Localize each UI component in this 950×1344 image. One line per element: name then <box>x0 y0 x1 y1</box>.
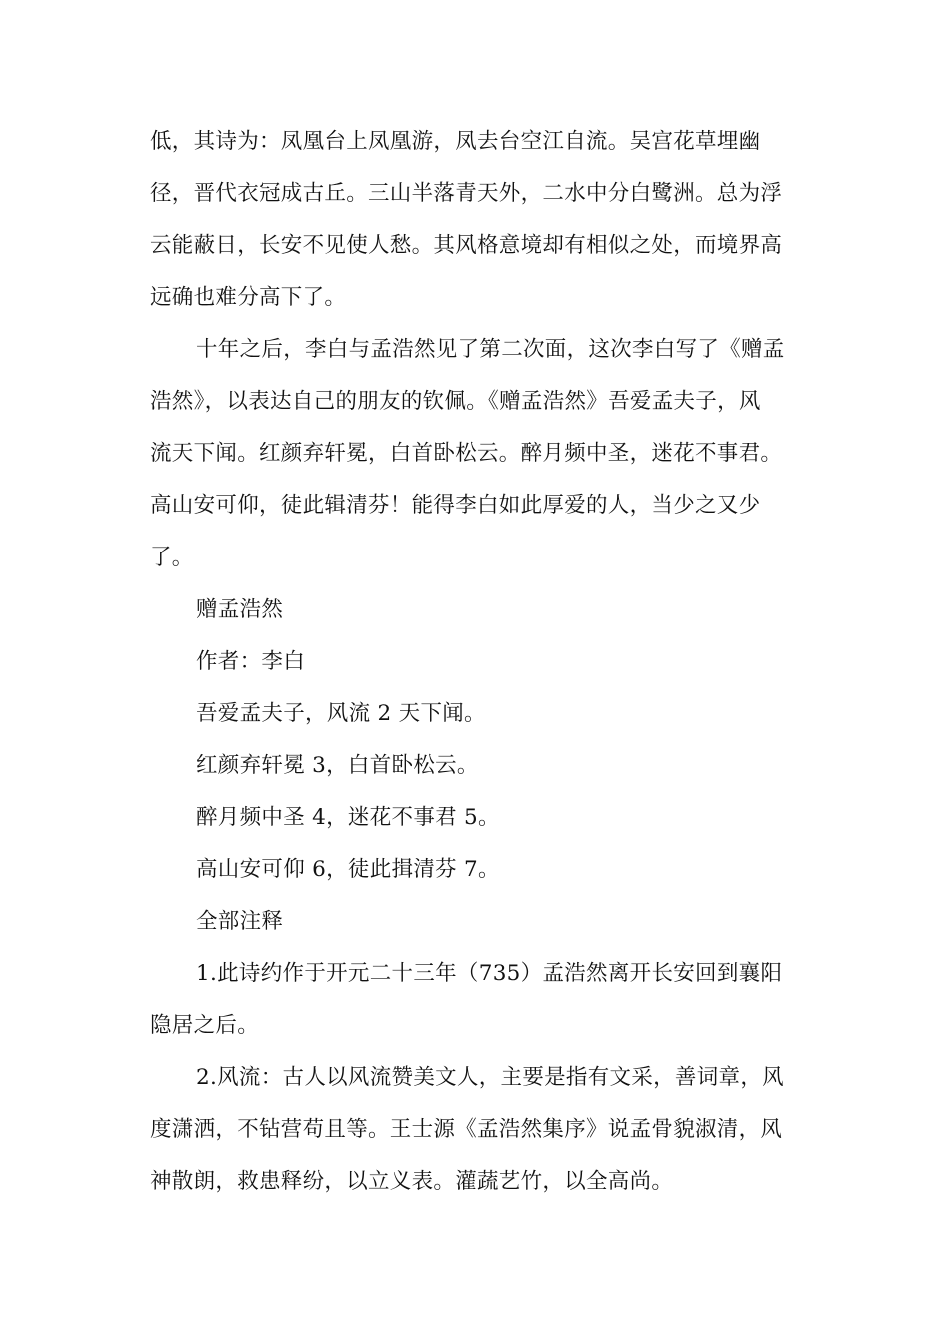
paragraph-line: 径，晋代衣冠成古丘。三山半落青天外，二水中分白鹭洲。总为浮 <box>150 181 783 206</box>
poem <box>150 584 802 896</box>
note-line: 隐居之后。 <box>150 1013 260 1038</box>
paragraph-line: 流天下闻。红颜弃轩冕，白首卧松云。醉月频中圣，迷花不事君。 <box>150 441 783 466</box>
paragraph-line: 了。 <box>150 545 194 570</box>
note-line: 神散朗，救患释纷，以立义表。灌蔬艺竹，以全高尚。 <box>150 1169 674 1194</box>
paragraph-line: 十年之后，李白与孟浩然见了第二次面，这次李白写了《赠孟 <box>196 337 785 362</box>
notes-heading: 全部注释 <box>196 909 284 934</box>
note-line: 度潇洒，不钻营苟且等。王士源《孟浩然集序》说孟骨貌淑清，风 <box>150 1117 783 1142</box>
paragraph-line: 低，其诗为：凤凰台上凤凰游，凤去台空江自流。吴宫花草埋幽 <box>150 129 761 154</box>
note-line: 2.风流：古人以风流赞美文人，主要是指有文采，善词章，风 <box>196 1065 784 1090</box>
poem-line: 吾爱孟夫子，风流 2 天下闻。 <box>196 701 486 726</box>
poem-title: 赠孟浩然 <box>196 597 284 622</box>
note-item <box>150 948 802 1052</box>
poem-author: 作者：李白 <box>196 649 306 674</box>
note-line: 1.此诗约作于开元二十三年（735）孟浩然离开长安回到襄阳 <box>196 961 783 986</box>
poem-line: 红颜弃轩冕 3，白首卧松云。 <box>196 753 479 778</box>
paragraph <box>150 116 802 324</box>
notes-section <box>150 896 802 1208</box>
poem-line: 醉月频中圣 4，迷花不事君 5。 <box>196 805 500 830</box>
poem-line: 高山安可仰 6，徒此揖清芬 7。 <box>196 857 500 882</box>
note-item <box>150 1052 802 1208</box>
paragraph-line: 远确也难分高下了。 <box>150 285 347 310</box>
document-body <box>150 116 802 1208</box>
paragraph-line: 浩然》，以表达自己的朋友的钦佩。《赠孟浩然》吾爱孟夫子，风 <box>150 389 761 414</box>
paragraph-line: 高山安可仰，徒此辑清芬！能得李白如此厚爱的人，当少之又少 <box>150 493 761 518</box>
paragraph <box>150 324 802 584</box>
paragraph-line: 云能蔽日，长安不见使人愁。其风格意境却有相似之处，而境界高 <box>150 233 783 258</box>
